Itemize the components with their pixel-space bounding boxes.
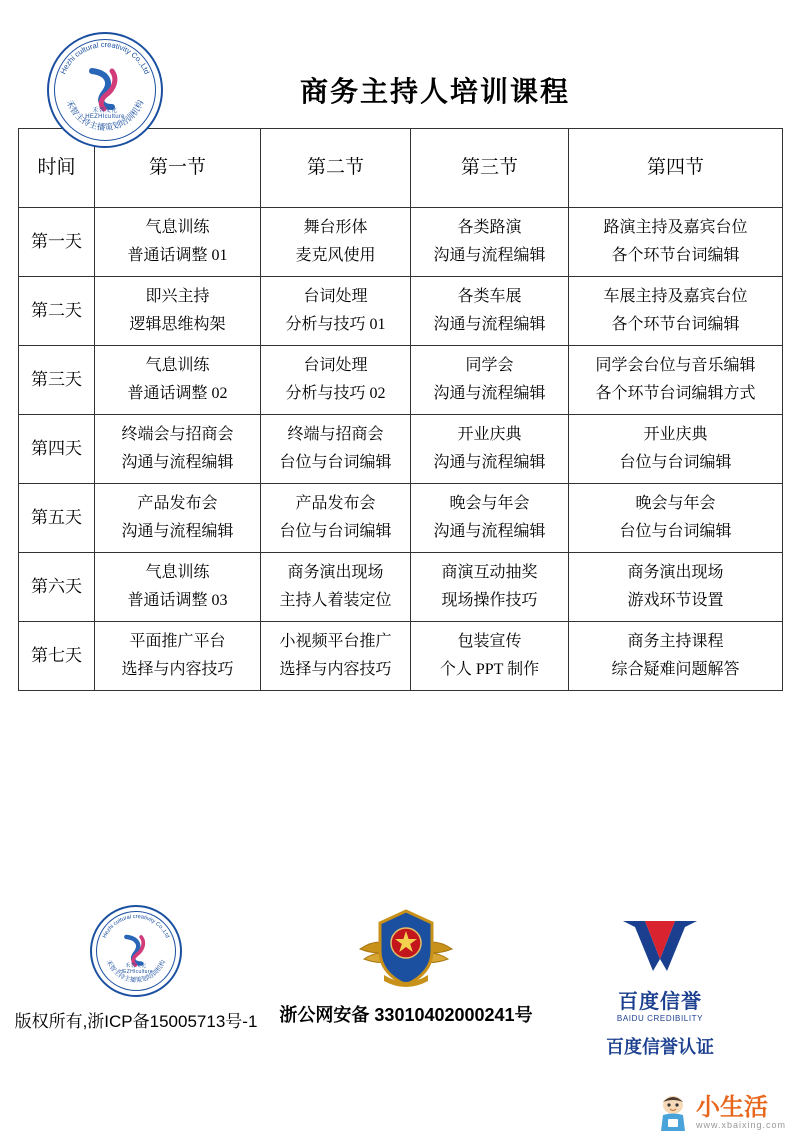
column-header-time: 时间 [19,129,95,208]
table-row [19,208,783,277]
cell-line: 晚会与年会 [635,495,716,512]
cell-line: 商演互动抽奖 [441,564,538,581]
seal-ring-bottom-text: 禾智主持主播策划培训机构 [63,98,147,134]
session-cell [261,553,411,622]
session-cell [95,277,261,346]
cell-line: 普通话调整 03 [127,592,228,609]
cell-line: 综合疑难问题解答 [611,661,740,678]
cell-line: 同学会台位与音乐编辑 [595,357,756,374]
seal-ring-top-text: Hezhi cultural creativity Co.,Ltd [58,39,152,76]
cell-line: 个人 PPT 制作 [439,661,540,678]
session-cell [95,346,261,415]
company-logo [0,32,210,148]
baidu-name-en: BAIDU CREDIBILITY [616,1014,704,1023]
mascot-icon [656,1093,690,1133]
cell-line: 各类路演 [457,219,522,236]
session-cell [95,415,261,484]
day-label: 第一天 [19,208,95,277]
session-cell [569,622,783,691]
copyright-text: 版权所有,浙ICP备15005713号-1 [14,1012,258,1031]
session-cell [261,622,411,691]
cell-line: 车展主持及嘉宾台位 [603,288,748,305]
day-label: 第二天 [19,277,95,346]
cell-line: 气息训练 [145,219,210,236]
table-row [19,277,783,346]
company-seal-icon [47,32,163,148]
cell-line: 气息训练 [145,357,210,374]
cell-line: 台位与台词编辑 [619,454,732,471]
cell-line: 商务演出现场 [287,564,384,581]
cell-line: 商务主持课程 [627,633,724,650]
cell-line: 平面推广平台 [129,633,226,650]
cell-line: 普通话调整 02 [127,385,228,402]
day-label: 第六天 [19,553,95,622]
document-header [0,0,800,134]
cell-line: 舞台形体 [303,219,368,236]
seal-ring-bottom-text-small: 禾智主持主播策划培训机构 [104,958,168,985]
baidu-v-icon [605,905,715,983]
column-header-period-2: 第二节 [261,129,411,208]
cell-line: 沟通与流程编辑 [121,454,234,471]
cell-line: 同学会 [465,357,514,374]
footer-police-block[interactable] [272,905,540,1027]
session-cell [261,346,411,415]
session-cell [95,484,261,553]
day-label: 第七天 [19,622,95,691]
session-cell [569,415,783,484]
cell-line: 小视频平台推广 [279,633,392,650]
cell-line: 台位与台词编辑 [279,454,392,471]
cell-line: 终端与招商会 [287,426,384,443]
seal-brand-text [49,105,161,120]
session-cell [95,208,261,277]
cell-line: 开业庆典 [457,426,522,443]
day-label: 第四天 [19,415,95,484]
watermark-site-url: www.xbaixing.com [695,1120,786,1130]
session-cell [95,553,261,622]
table-row [19,553,783,622]
footer-baidu-block[interactable] [540,905,780,1059]
cell-line: 选择与内容技巧 [121,661,234,678]
column-header-period-1: 第一节 [95,129,261,208]
cell-line: 路演主持及嘉宾台位 [603,219,748,236]
cell-line: 产品发布会 [137,495,218,512]
table-row [19,622,783,691]
table-row [19,484,783,553]
seal-brand-en: HEZHIculture [85,114,125,120]
cell-line: 产品发布会 [295,495,376,512]
baidu-name-cn: 百度信誉 [618,991,702,1013]
cell-line: 麦克风使用 [295,247,376,264]
cell-line: 台词处理 [303,357,368,374]
day-label: 第三天 [19,346,95,415]
cell-line: 沟通与流程编辑 [121,523,234,540]
schedule-table [18,128,783,691]
cell-line: 沟通与流程编辑 [433,385,546,402]
session-cell [411,415,569,484]
cell-line: 终端会与招商会 [121,426,234,443]
session-cell [261,484,411,553]
session-cell [411,622,569,691]
cell-line: 逻辑思维构架 [129,316,226,333]
session-cell [569,484,783,553]
session-cell [411,553,569,622]
cell-line: 即兴主持 [145,288,210,305]
cell-line: 各个环节台词编辑方式 [595,385,756,402]
seal-brand-cn: 禾智文化 [92,108,118,114]
cell-line: 各类车展 [457,288,522,305]
column-header-period-4: 第四节 [569,129,783,208]
cell-line: 选择与内容技巧 [279,661,392,678]
cell-line: 开业庆典 [643,426,708,443]
table-row [19,346,783,415]
table-row [19,415,783,484]
cell-line: 各个环节台词编辑 [611,247,740,264]
cell-line: 台词处理 [303,288,368,305]
document-footer [0,905,800,1059]
session-cell [569,346,783,415]
session-cell [261,415,411,484]
session-cell [261,277,411,346]
session-cell [261,208,411,277]
cell-line: 游戏环节设置 [627,592,724,609]
cell-line: 包装宣传 [457,633,522,650]
session-cell [411,208,569,277]
page-title: 商务主持人培训课程 [300,75,571,108]
column-header-period-3: 第三节 [411,129,569,208]
police-badge-icon [354,905,458,991]
footer-copyright-block [0,905,272,1032]
schedule-table-wrapper [18,128,782,691]
cell-line: 气息训练 [145,564,210,581]
seal-brand-cn-small: 禾智文化 [125,963,147,969]
baidu-credibility-label [617,985,703,1023]
cell-line: 晚会与年会 [449,495,530,512]
session-cell [411,346,569,415]
cell-line: 分析与技巧 02 [285,385,386,402]
watermark-site-name: 小生活 [695,1094,768,1121]
day-label: 第五天 [19,484,95,553]
seal-ring-top-text-small: Hezhi cultural creativity Co.,Ltd [101,913,171,940]
company-seal-icon-small [90,905,182,997]
session-cell [569,208,783,277]
cell-line: 各个环节台词编辑 [611,316,740,333]
session-cell [569,553,783,622]
cell-line: 沟通与流程编辑 [433,523,546,540]
seal-brand-en-small: HEZHIculture [119,969,153,975]
cell-line: 商务演出现场 [627,564,724,581]
session-cell [411,277,569,346]
cell-line: 沟通与流程编辑 [433,316,546,333]
cell-line: 台位与台词编辑 [619,523,732,540]
watermark-text [696,1096,786,1130]
cell-line: 现场操作技巧 [441,592,538,609]
session-cell [569,277,783,346]
seal-brand-text-small [92,962,180,975]
cell-line: 沟通与流程编辑 [433,454,546,471]
cell-line: 台位与台词编辑 [279,523,392,540]
cell-line: 分析与技巧 01 [285,316,386,333]
site-watermark [656,1093,786,1133]
session-cell [411,484,569,553]
cell-line: 主持人着装定位 [279,592,392,609]
cell-line: 沟通与流程编辑 [433,247,546,264]
police-record-text[interactable]: 浙公网安备 33010402000241号 [279,1005,533,1025]
baidu-caption[interactable]: 百度信誉认证 [606,1037,714,1057]
cell-line: 普通话调整 01 [127,247,228,264]
session-cell [95,622,261,691]
